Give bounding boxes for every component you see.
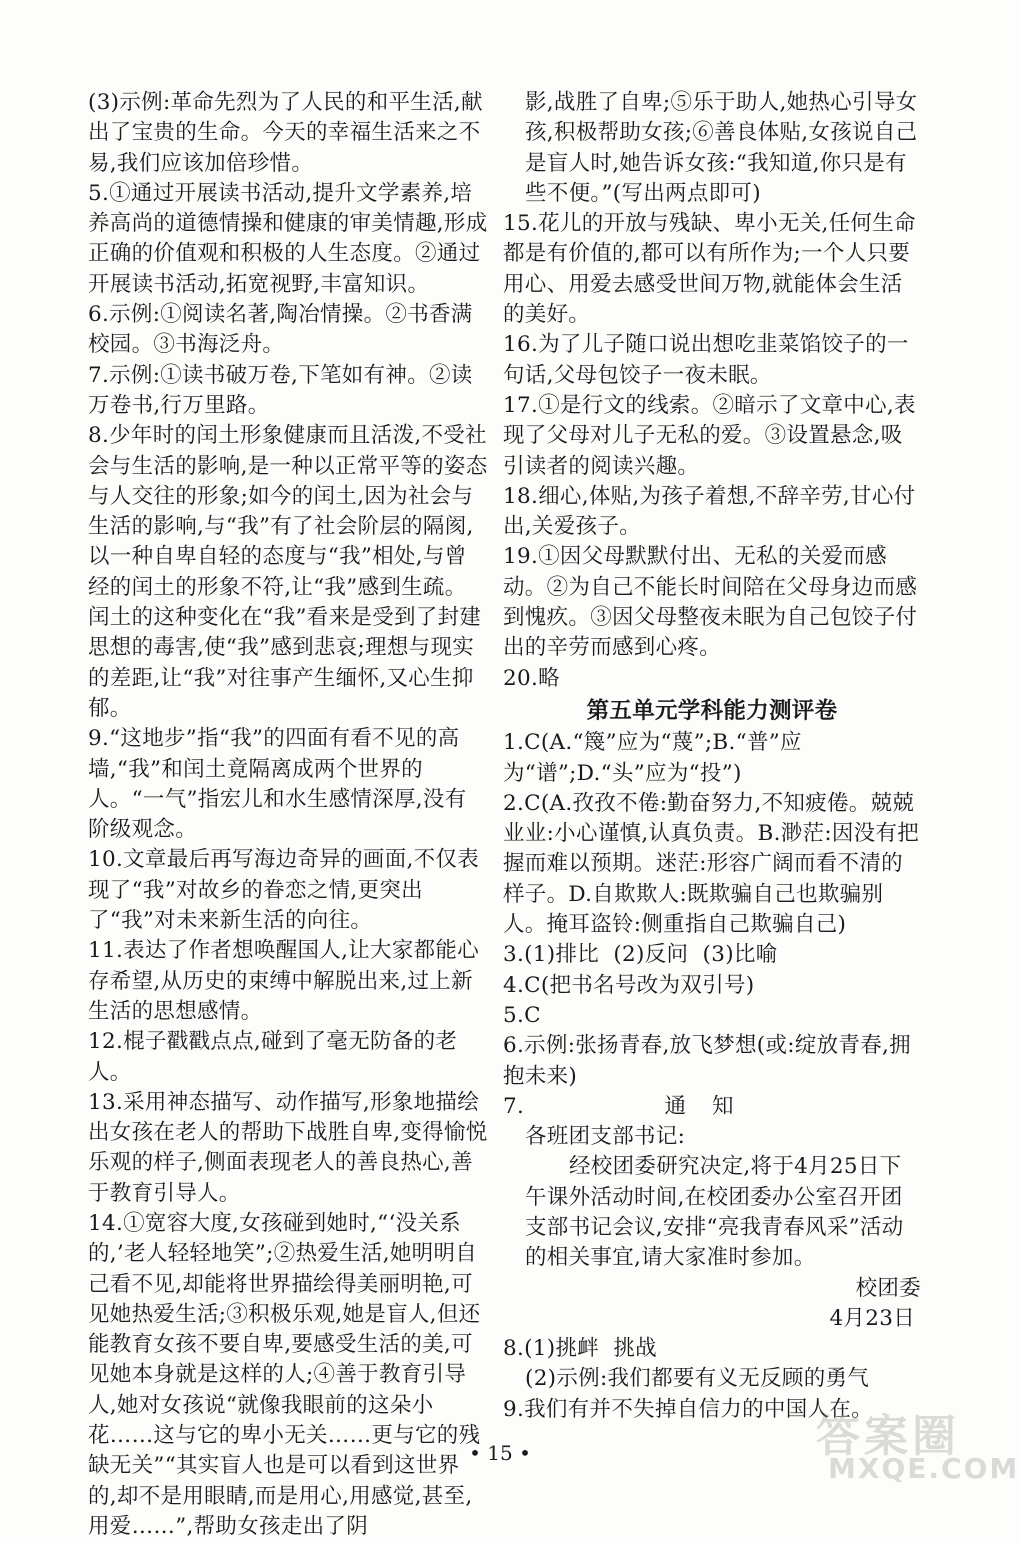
answer-item: 15.花儿的开放与残缺、卑小无关,任何生命都是有价值的,都可以有所作为;一个人只要用心、用爱去感受世间万物,就能体会生活的美好。 — [503, 211, 916, 328]
notice-block — [503, 1092, 921, 1334]
left-column — [88, 88, 488, 1542]
watermark-text: 答案圈 — [816, 1411, 960, 1462]
answer-item: 5.C — [503, 1002, 541, 1028]
answer-item: 12.棍子戳戳点点,碰到了毫无防备的老人。 — [88, 1029, 458, 1085]
answer-item: 10.文章最后再写海边奇异的画面,不仅表现了“我”对故乡的眷恋之情,更突出了“我”对未来新生活的向往。 — [88, 847, 480, 934]
notice-salutation: 各班团支部书记: — [525, 1124, 686, 1150]
answer-item: 5.①通过开展读书活动,提升文学素养,培养高尚的道德情操和健康的审美情趣,形成正确的价值观和积极的人生态度。②通过开展读书活动,拓宽视野,丰富知识。 — [88, 180, 488, 297]
answer-item: 6.示例:①阅读名著,陶冶情操。②书香满校园。③书海泛舟。 — [88, 302, 473, 358]
answer-item: 2.C(A.孜孜不倦:勤奋努力,不知疲倦。兢兢业业:小心谨慎,认真负责。B.渺茫:因没有把握而难以预期。迷茫:形容广阔而看不清的样子。D.自欺欺人:既欺骗自己也欺骗别人。掩耳盗铃:侧重指自己欺骗自己) — [503, 790, 920, 938]
answer-item: 13.采用神态描写、动作描写,形象地描绘出女孩在老人的帮助下战胜自卑,变得愉悦乐观的样子,侧面表现老人的善良热心,善于教育引导人。 — [88, 1089, 488, 1206]
answer-item: 7.示例:①读书破万卷,下笔如有神。②读万卷书,行万里路。 — [88, 362, 473, 418]
answer-item: 11.表达了作者想唤醒国人,让大家都能心存希望,从历史的束缚中解脱出来,过上新生活的思想感情。 — [88, 938, 480, 1024]
answer-item: 6.示例:张扬青春,放飞梦想(或:绽放青春,拥抱未来) — [503, 1033, 911, 1089]
answer-item: 20.略 — [503, 665, 560, 691]
notice-signature: 校团委 — [855, 1275, 921, 1301]
answer-item: 9.“这地步”指“我”的四面有看不见的高墙,“我”和闰土竟隔离成两个世界的人。“一气”指宏儿和水生感情深厚,没有阶级观念。 — [88, 726, 467, 843]
answer-item: 17.①是行文的线索。②暗示了文章中心,表现了父母对儿子无私的爱。③设置悬念,吸引读者的阅读兴趣。 — [503, 392, 916, 479]
answer-item: 4.C(把书名号改为双引号) — [503, 972, 755, 998]
answer-item: 19.①因父母默默付出、无私的关爱而感动。②为自己不能长时间陪在父母身边而感到愧疚。③因父母整夜未眠为自己包饺子付出的辛劳而感到心疼。 — [503, 544, 918, 661]
answer-item: 18.细心,体贴,为孩子着想,不辞辛劳,甘心付出,关爱孩子。 — [503, 483, 916, 540]
answer-item: 14.①宽容大度,女孩碰到她时,“‘没关系的,’老人轻轻地笑”;②热爱生活,她明明自己看不见,却能将世界描绘得美丽明艳,可见她热爱生活;③积极乐观,她是盲人,但还能教育女孩不要自卑,要感受生活的美,可见她本身就是这样的人;④善于教育引导人,她对女孩说“就像我眼前的这朵小花……这与它的卑小无关……更与它的残缺无关”“其实盲人也是可以看到这世界的,却不是用眼睛,而是用心,用感觉,甚至,用爱……”,帮助女孩走出了阴 — [88, 1210, 481, 1539]
answer-item: 16.为了儿子随口说出想吃韭菜馅饺子的一句话,父母包饺子一夜未眠。 — [503, 332, 909, 388]
answer-item: 影,战胜了自卑;⑤乐于助人,她热心引导女孩,积极帮助女孩;⑥善良体贴,女孩说自己是盲人时,她告诉女孩:“我知道,你只是有些不便。”(写出两点即可) — [525, 90, 918, 206]
section-title: 第五单元学科能力测评卷 — [586, 697, 838, 724]
notice-date: 4月23日 — [829, 1305, 915, 1331]
answer-item: 9.我们有并不失掉自信力的中国人在。 — [503, 1396, 873, 1422]
answers-unit5 — [503, 728, 921, 1092]
notice-title: 通知 — [664, 1093, 760, 1119]
answer-item: (2)示例:我们都要有义无反顾的勇气 — [525, 1366, 870, 1392]
answer-item: 8.少年时的闰土形象健康而且活泼,不受社会与生活的影响,是一种以正常平等的姿态与人交往的形象;如今的闰土,因为社会与生活的影响,与“我”有了社会阶层的隔阂,以一种自卑自轻的态度与“我”相处,与曾经的闰土的形象不符,让“我”感到生疏。闰土的这种变化在“我”看来是受到了封建思想的毒害,使“我”感到悲哀;理想与现实的差距,让“我”对往事产生缅怀,又心生抑郁。 — [88, 423, 488, 721]
right-column — [503, 88, 921, 1425]
watermark-url: MXQE.COM — [828, 1452, 1019, 1485]
notice-body: 经校团委研究决定,将于4月25日下午课外活动时间,在校团委办公室召开团支部书记会议,安排“亮我青春风采”活动的相关事宜,请大家准时参加。 — [525, 1154, 904, 1271]
page-number: • 15 • — [469, 1441, 531, 1465]
watermark-logo — [808, 1400, 1019, 1490]
answer-item: 8.(1)挑衅 挑战 — [503, 1336, 657, 1362]
answers-unit4-continued — [503, 88, 921, 694]
answer-item: 3.(1)排比 (2)反问 (3)比喻 — [503, 942, 778, 968]
notice-number: 7. — [503, 1093, 525, 1119]
answer-item: 1.C(A.“篾”应为“蔑”;B.“普”应为“谱”;D.“头”应为“投”) — [503, 730, 802, 786]
answer-item: (3)示例:革命先烈为了人民的和平生活,献出了宝贵的生命。今天的幸福生活来之不易,我们应该加倍珍惜。 — [88, 90, 483, 176]
